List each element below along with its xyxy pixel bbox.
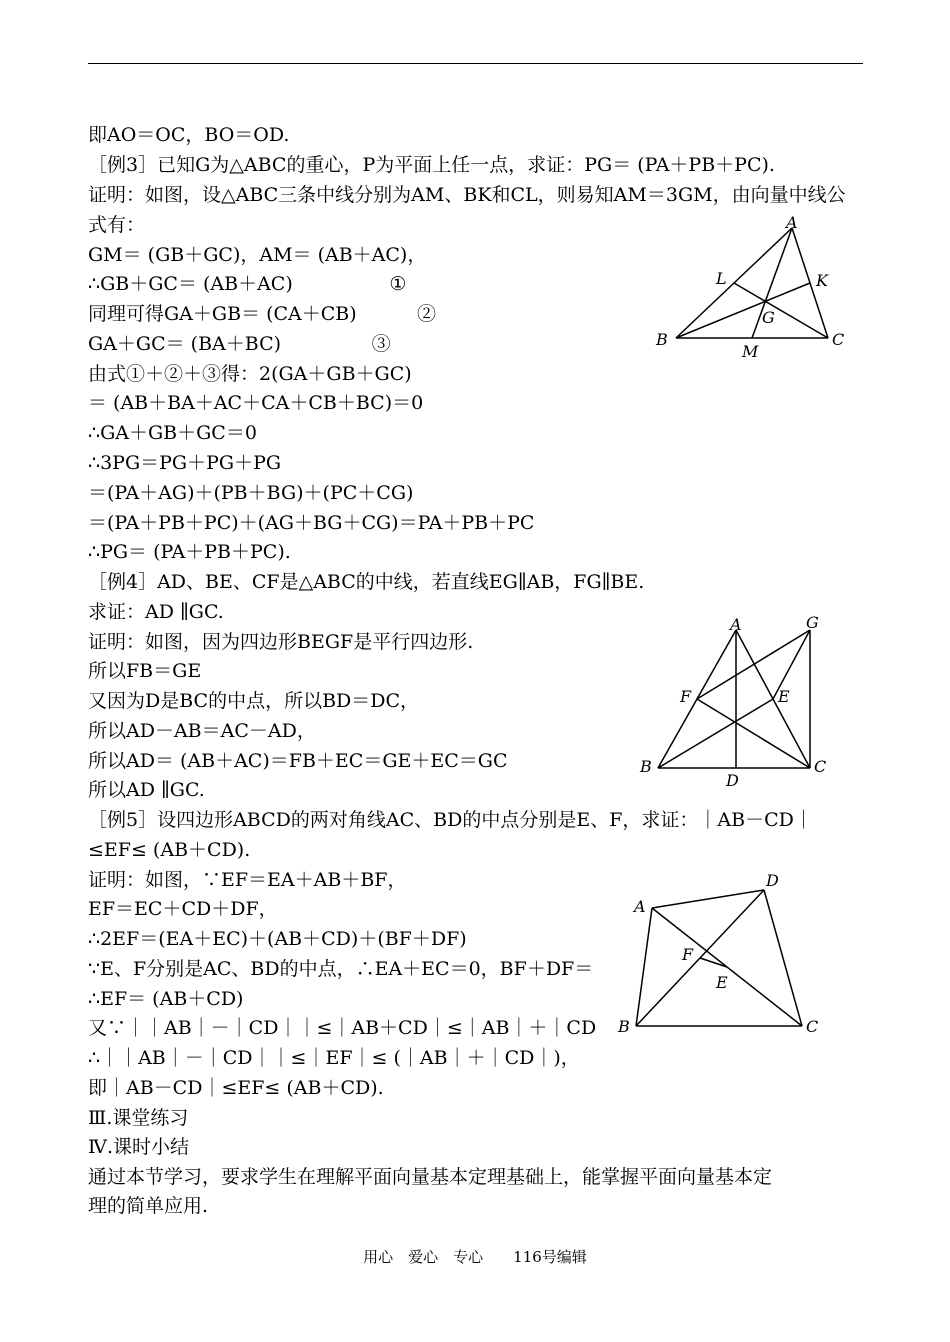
text-line: 求证：AD ∥GC. <box>88 601 224 623</box>
text-line: ［例3］已知G为△ABC的重心，P为平面上任一点，求证：PG＝ (PA＋PB＋PC). <box>88 154 775 176</box>
text-line: 通过本节学习，要求学生在理解平面向量基本定理基础上，能掌握平面向量基本定 <box>88 1166 773 1188</box>
text-line: ∴GB＋GC＝ (AB＋AC) ① <box>88 273 407 295</box>
text-line: EF＝EC＋CD＋DF， <box>88 898 278 920</box>
label-c: C <box>806 1017 819 1036</box>
figure-triangle-parallelogram <box>636 610 836 790</box>
text-line: 即AO＝OC，BO＝OD. <box>88 124 290 146</box>
label-k: K <box>816 271 828 290</box>
label-f: F <box>682 945 694 964</box>
label-b: B <box>618 1017 630 1036</box>
text-line: ＝(PA＋PB＋PC)＋(AG＋BG＋CG)＝PA＋PB＋PC <box>88 512 535 534</box>
text-line: 由式①＋②＋③得：2(GA＋GB＋GC) <box>88 363 412 385</box>
header-rule <box>88 63 863 64</box>
text-line: 又因为D是BC的中点，所以BD＝DC， <box>88 690 420 712</box>
label-g: G <box>762 308 775 327</box>
text-line: Ⅳ.课时小结 <box>88 1136 190 1158</box>
label-a: A <box>730 615 742 634</box>
text-line: 理的简单应用. <box>88 1195 209 1217</box>
text-line: ∴3PG＝PG＋PG＋PG <box>88 452 282 474</box>
text-line: ∴｜｜AB｜－｜CD｜｜≤｜EF｜≤ (｜AB｜＋｜CD｜)， <box>88 1047 580 1069</box>
text-line: ≤EF≤ (AB＋CD). <box>88 839 251 861</box>
text-line: 所以AD ∥GC. <box>88 779 205 801</box>
text-line: ＝ (AB＋BA＋AC＋CA＋CB＋BC)＝0 <box>88 392 424 414</box>
label-l: L <box>716 269 727 288</box>
label-b: B <box>640 757 652 776</box>
text-line: 所以AD＝ (AB＋AC)＝FB＋EC＝GE＋EC＝GC <box>88 750 508 772</box>
text-line: ［例5］设四边形ABCD的两对角线AC、BD的中点分别是E、F，求证：｜AB－CD｜ <box>88 809 813 831</box>
text-line: 所以FB＝GE <box>88 660 202 682</box>
text-line: 式有： <box>88 214 146 236</box>
text-line: ∴GA＋GB＋GC＝0 <box>88 422 257 444</box>
label-d: D <box>766 871 779 890</box>
label-g: G <box>806 613 819 632</box>
label-f: F <box>680 687 692 706</box>
text-line: 所以AD－AB＝AC－AD， <box>88 720 316 742</box>
text-line: 同理可得GA＋GB＝ (CA＋CB) ② <box>88 303 437 325</box>
page-footer: 用心 爱心 专心 116号编辑 <box>363 1248 587 1266</box>
text-line: ［例4］AD、BE、CF是△ABC的中线，若直线EG∥AB，FG∥BE. <box>88 571 645 593</box>
label-c: C <box>832 330 845 349</box>
text-line: ∴2EF＝(EA＋EC)＋(AB＋CD)＋(BF＋DF) <box>88 928 467 950</box>
text-line: GA＋GC＝ (BA＋BC) ③ <box>88 333 391 355</box>
text-line: 即｜AB－CD｜≤EF≤ (AB＋CD). <box>88 1077 384 1099</box>
figure-quadrilateral <box>618 870 828 1040</box>
figure-triangle-medians <box>650 210 850 365</box>
label-e: E <box>716 973 728 992</box>
text-line: ∵E、F分别是AC、BD的中点，∴EA＋EC＝0，BF＋DF＝ <box>88 958 594 980</box>
text-line: 证明：如图，设△ABC三条中线分别为AM、BK和CL，则易知AM＝3GM，由向量中线公 <box>88 184 846 206</box>
text-line: Ⅲ.课堂练习 <box>88 1107 189 1129</box>
label-m: M <box>742 342 759 361</box>
text-line: 证明：如图，因为四边形BEGF是平行四边形. <box>88 631 474 653</box>
text-line: 又∵｜｜AB｜－｜CD｜｜≤｜AB＋CD｜≤｜AB｜＋｜CD <box>88 1017 597 1039</box>
label-b: B <box>656 330 668 349</box>
text-line: ＝(PA＋AG)＋(PB＋BG)＋(PC＋CG) <box>88 482 414 504</box>
text-line: ∴EF＝ (AB＋CD) <box>88 988 244 1010</box>
text-line: ∴PG＝ (PA＋PB＋PC). <box>88 541 291 563</box>
label-a: A <box>786 213 798 232</box>
label-e: E <box>778 687 790 706</box>
label-d: D <box>726 771 739 790</box>
label-c: C <box>814 757 827 776</box>
label-a: A <box>634 897 646 916</box>
text-line: GM＝ (GB＋GC)，AM＝ (AB＋AC)， <box>88 244 427 266</box>
text-line: 证明：如图，∵EF＝EA＋AB＋BF， <box>88 869 407 891</box>
